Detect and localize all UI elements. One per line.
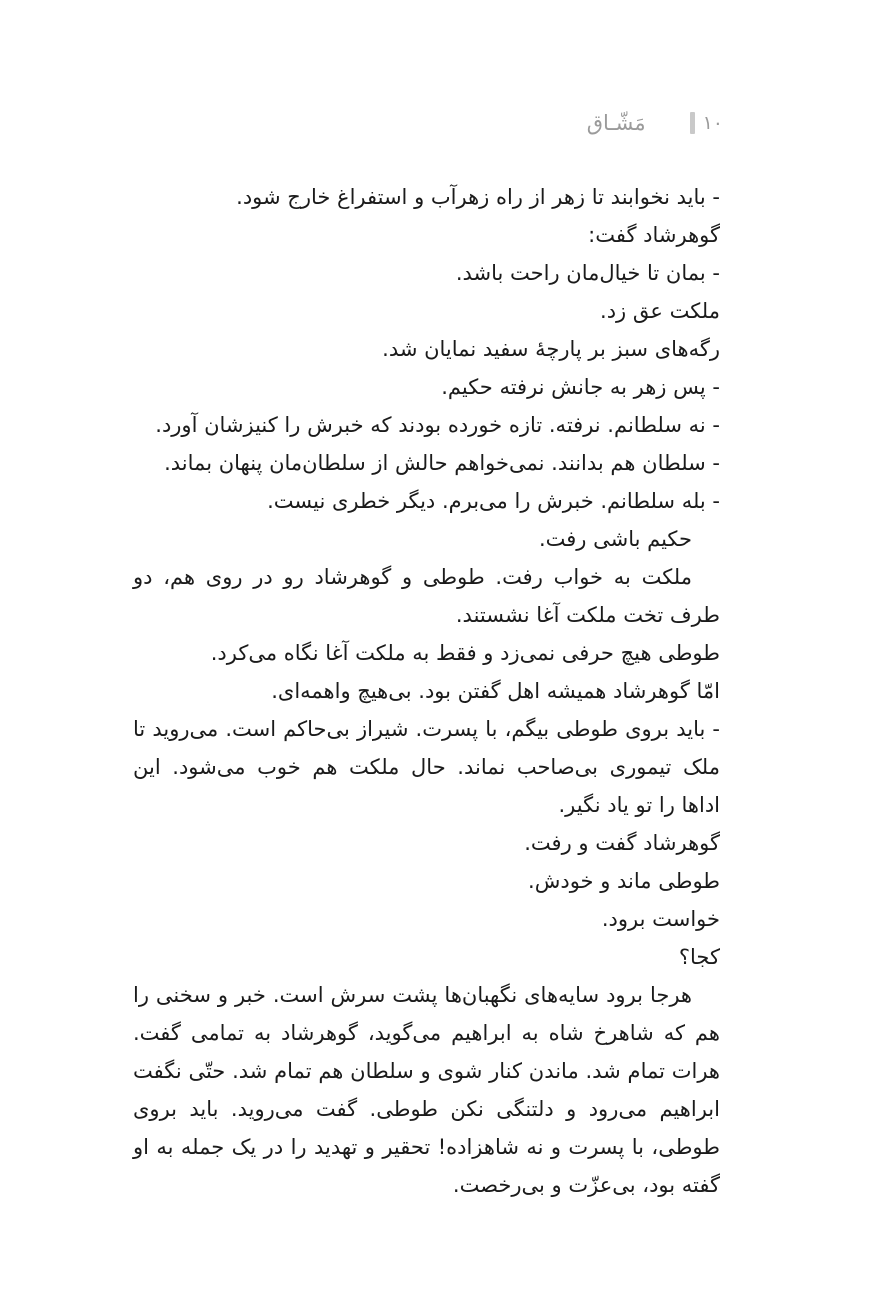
dialogue-paragraph: - نه سلطانم. نرفته. تازه خورده بودند که خبرش را کنیزشان آورد.	[155, 413, 720, 437]
narrative-paragraph: گوهرشاد گفت:	[588, 223, 720, 247]
narrative-paragraph: طوطی ماند و خودش.	[528, 869, 720, 893]
narrative-paragraph: هرجا برود سایه‌های نگهبان‌ها پشت سرش است. خبر و سخنی را هم که شاهرخ شاه به ابراهیم می‌گوید، گوهرشاد به تمامی گفت. هرات تمام شد. ماندن کنار شوی و سلطان هم تمام شد. حتّی نگفت ابراهیم می‌رود و دلتنگی نکن طوطی. گفت می‌روید. باید بروی طوطی، با پسرت و نه شاهزاده! تحقیر و تهدید را در یک جمله به او گفته بود، بی‌عزّت و بی‌رخصت.	[133, 983, 720, 1197]
narrative-paragraph: امّا گوهرشاد همیشه اهل گفتن بود. بی‌هیچ واهمه‌ای.	[271, 679, 720, 703]
narrative-paragraph: حکیم باشی رفت.	[538, 527, 692, 551]
narrative-paragraph: طوطی هیچ حرفی نمی‌زد و فقط به ملکت آغا نگاه می‌کرد.	[210, 641, 720, 665]
dialogue-paragraph: - بله سلطانم. خبرش را می‌برم. دیگر خطری نیست.	[267, 489, 720, 513]
narrative-paragraph: ملکت به خواب رفت. طوطی و گوهرشاد رو در روی هم، دو طرف تخت ملکت آغا نشستند.	[133, 565, 720, 627]
book-title: مَشّـاق	[586, 111, 646, 135]
dialogue-paragraph: - سلطان هم بدانند. نمی‌خواهم حالش از سلطان‌مان پنهان بماند.	[164, 451, 720, 475]
header-separator-bar	[690, 112, 695, 134]
narrative-paragraph: گوهرشاد گفت و رفت.	[524, 831, 720, 855]
dialogue-paragraph: - باید نخوابند تا زهر از راه زهرآب و استفراغ خارج شود.	[236, 185, 720, 209]
dialogue-paragraph: - باید بروی طوطی بیگم، با پسرت. شیراز بی‌حاکم است. می‌روید تا ملک تیموری بی‌صاحب نماند. حال ملکت هم خوب می‌شود. این اداها را تو یاد نگیر.	[133, 717, 720, 817]
dialogue-paragraph: - پس زهر به جانش نرفته حکیم.	[441, 375, 720, 399]
narrative-paragraph: خواست برود.	[601, 907, 720, 931]
page-header	[587, 110, 723, 136]
narrative-paragraph: کجا؟	[678, 945, 720, 969]
narrative-paragraph: رگه‌های سبز بر پارچهٔ سفید نمایان شد.	[382, 337, 720, 361]
dialogue-paragraph: - بمان تا خیال‌مان راحت باشد.	[455, 261, 720, 285]
page-number: ۱۰	[702, 112, 723, 134]
text-body	[133, 178, 720, 1204]
narrative-paragraph: ملکت عق زد.	[600, 299, 720, 323]
